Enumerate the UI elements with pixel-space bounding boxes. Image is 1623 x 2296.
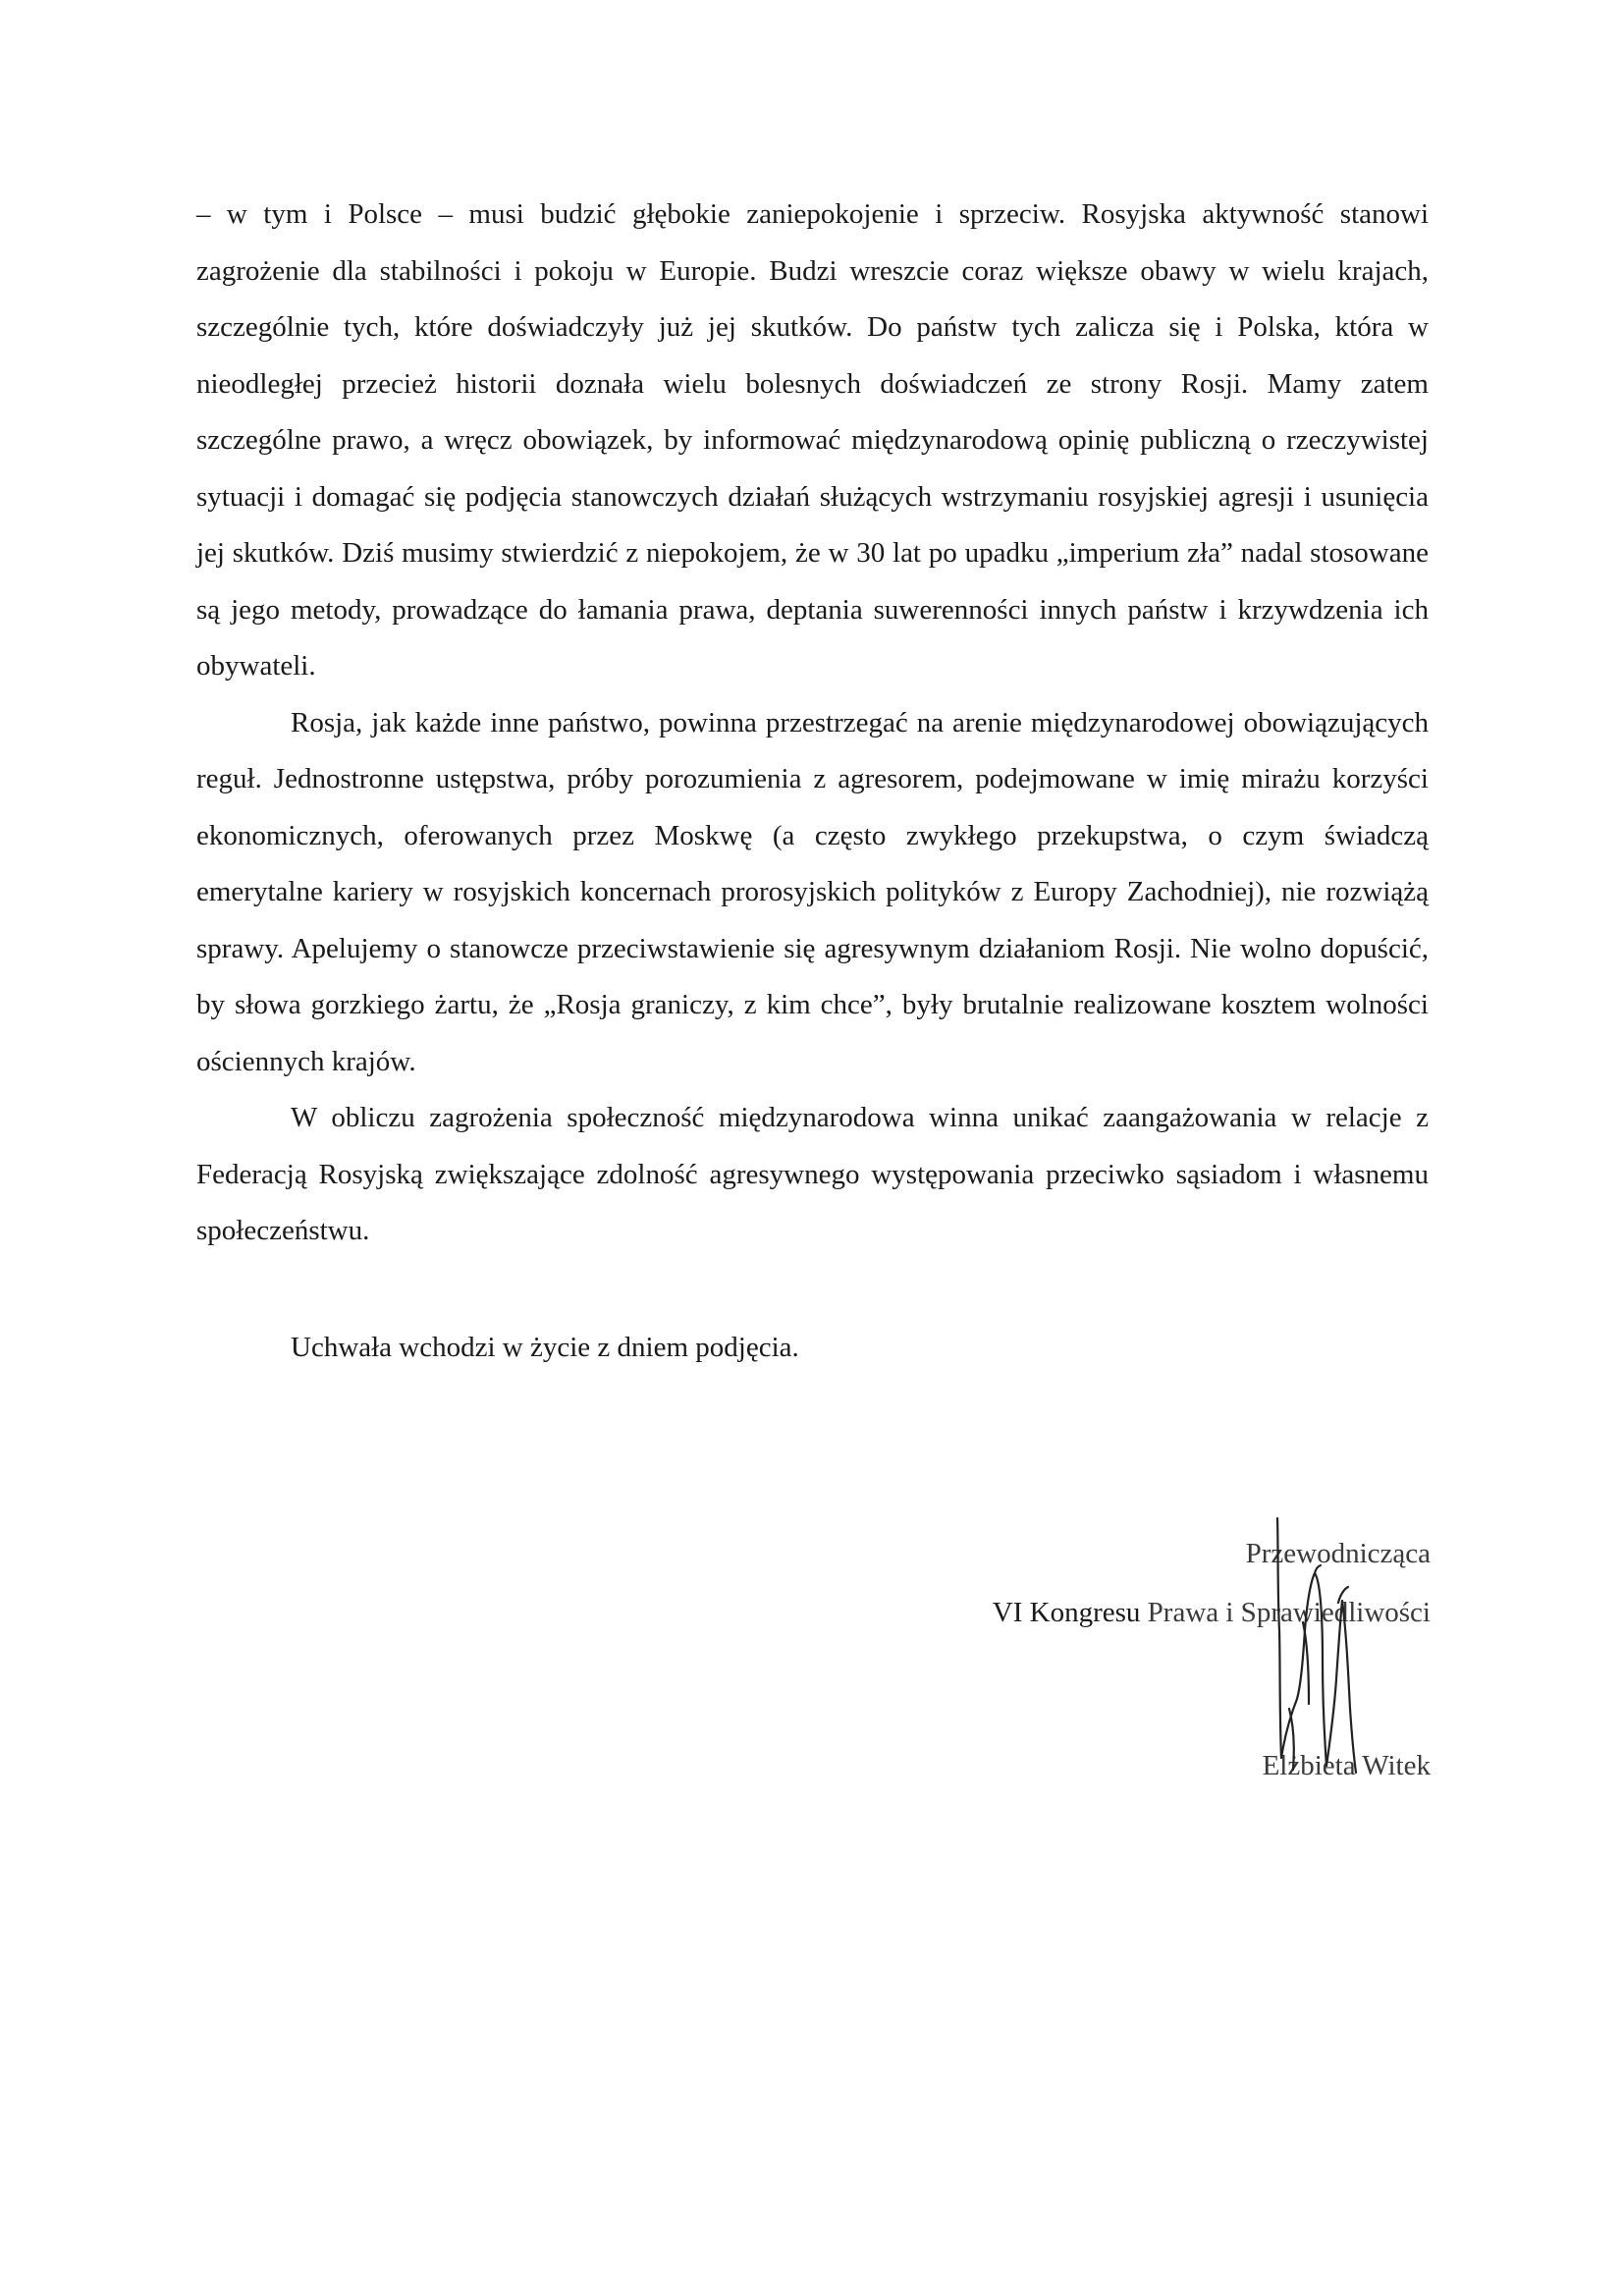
- signatory-name: Elżbieta Witek: [1262, 1750, 1431, 1781]
- handwritten-signature: [1242, 1512, 1370, 1787]
- document-body: [196, 187, 1429, 1260]
- paragraph-appeal: W obliczu zagrożenia społeczność międzynarodowa winna unikać zaangażowania w relacje z Federacją Rosyjską zwiększające zdolność agresywnego występowania przeciwko sąsiadom i własnemu społeczeństwu.: [196, 1102, 1429, 1246]
- organization-prefix: VI Kongresu: [992, 1597, 1141, 1628]
- signatory-title: Przewodnicząca: [1245, 1538, 1431, 1569]
- paragraph-rules: Rosja, jak każde inne państwo, powinna przestrzegać na arenie międzynarodowej obowiązujących reguł. Jednostronne ustępstwa, próby porozumienia z agresorem, podejmowane w imię mirażu korzyści ekonomicznych, oferowanych przez Moskwę (a często zwykłego przekupstwa, o czym świadczą emerytalne kariery w rosyjskich koncernach prorosyjskich polityków z Europy Zachodniej), nie rozwiążą sprawy. Apelujemy o stanowcze przeciwstawienie się agresywnym działaniom Rosji. Nie wolno dopuścić, by słowa gorzkiego żartu, że „Rosja graniczy, z kim chce”, były brutalnie realizowane kosztem wolności ościennych krajów.: [196, 706, 1429, 1077]
- closing-statement: Uchwała wchodzi w życie z dniem podjęcia.: [291, 1332, 799, 1363]
- paragraph-continuation: – w tym i Polsce – musi budzić głębokie zaniepokojenie i sprzeciw. Rosyjska aktywność stanowi zagrożenie dla stabilności i pokoju w Europie. Budzi wreszcie coraz większe obawy w wielu krajach, szczególnie tych, które doświadczyły już jej skutków. Do państw tych zalicza się i Polska, która w nieodległej przecież historii doznała wielu bolesnych doświadczeń ze strony Rosji. Mamy zatem szczególne prawo, a wręcz obowiązek, by informować międzynarodową opinię publiczną o rzeczywistej sytuacji i domagać się podjęcia stanowczych działań służących wstrzymaniu rosyjskiej agresji i usunięcia jej skutków. Dziś musimy stwierdzić z niepokojem, że w 30 lat po upadku „imperium zła” nadal stosowane są jego metody, prowadzące do łamania prawa, deptania suwerenności innych państw i krzywdzenia ich obywateli.: [196, 198, 1429, 682]
- organization-suffix: Prawa i Sprawiedliwości: [1147, 1597, 1431, 1628]
